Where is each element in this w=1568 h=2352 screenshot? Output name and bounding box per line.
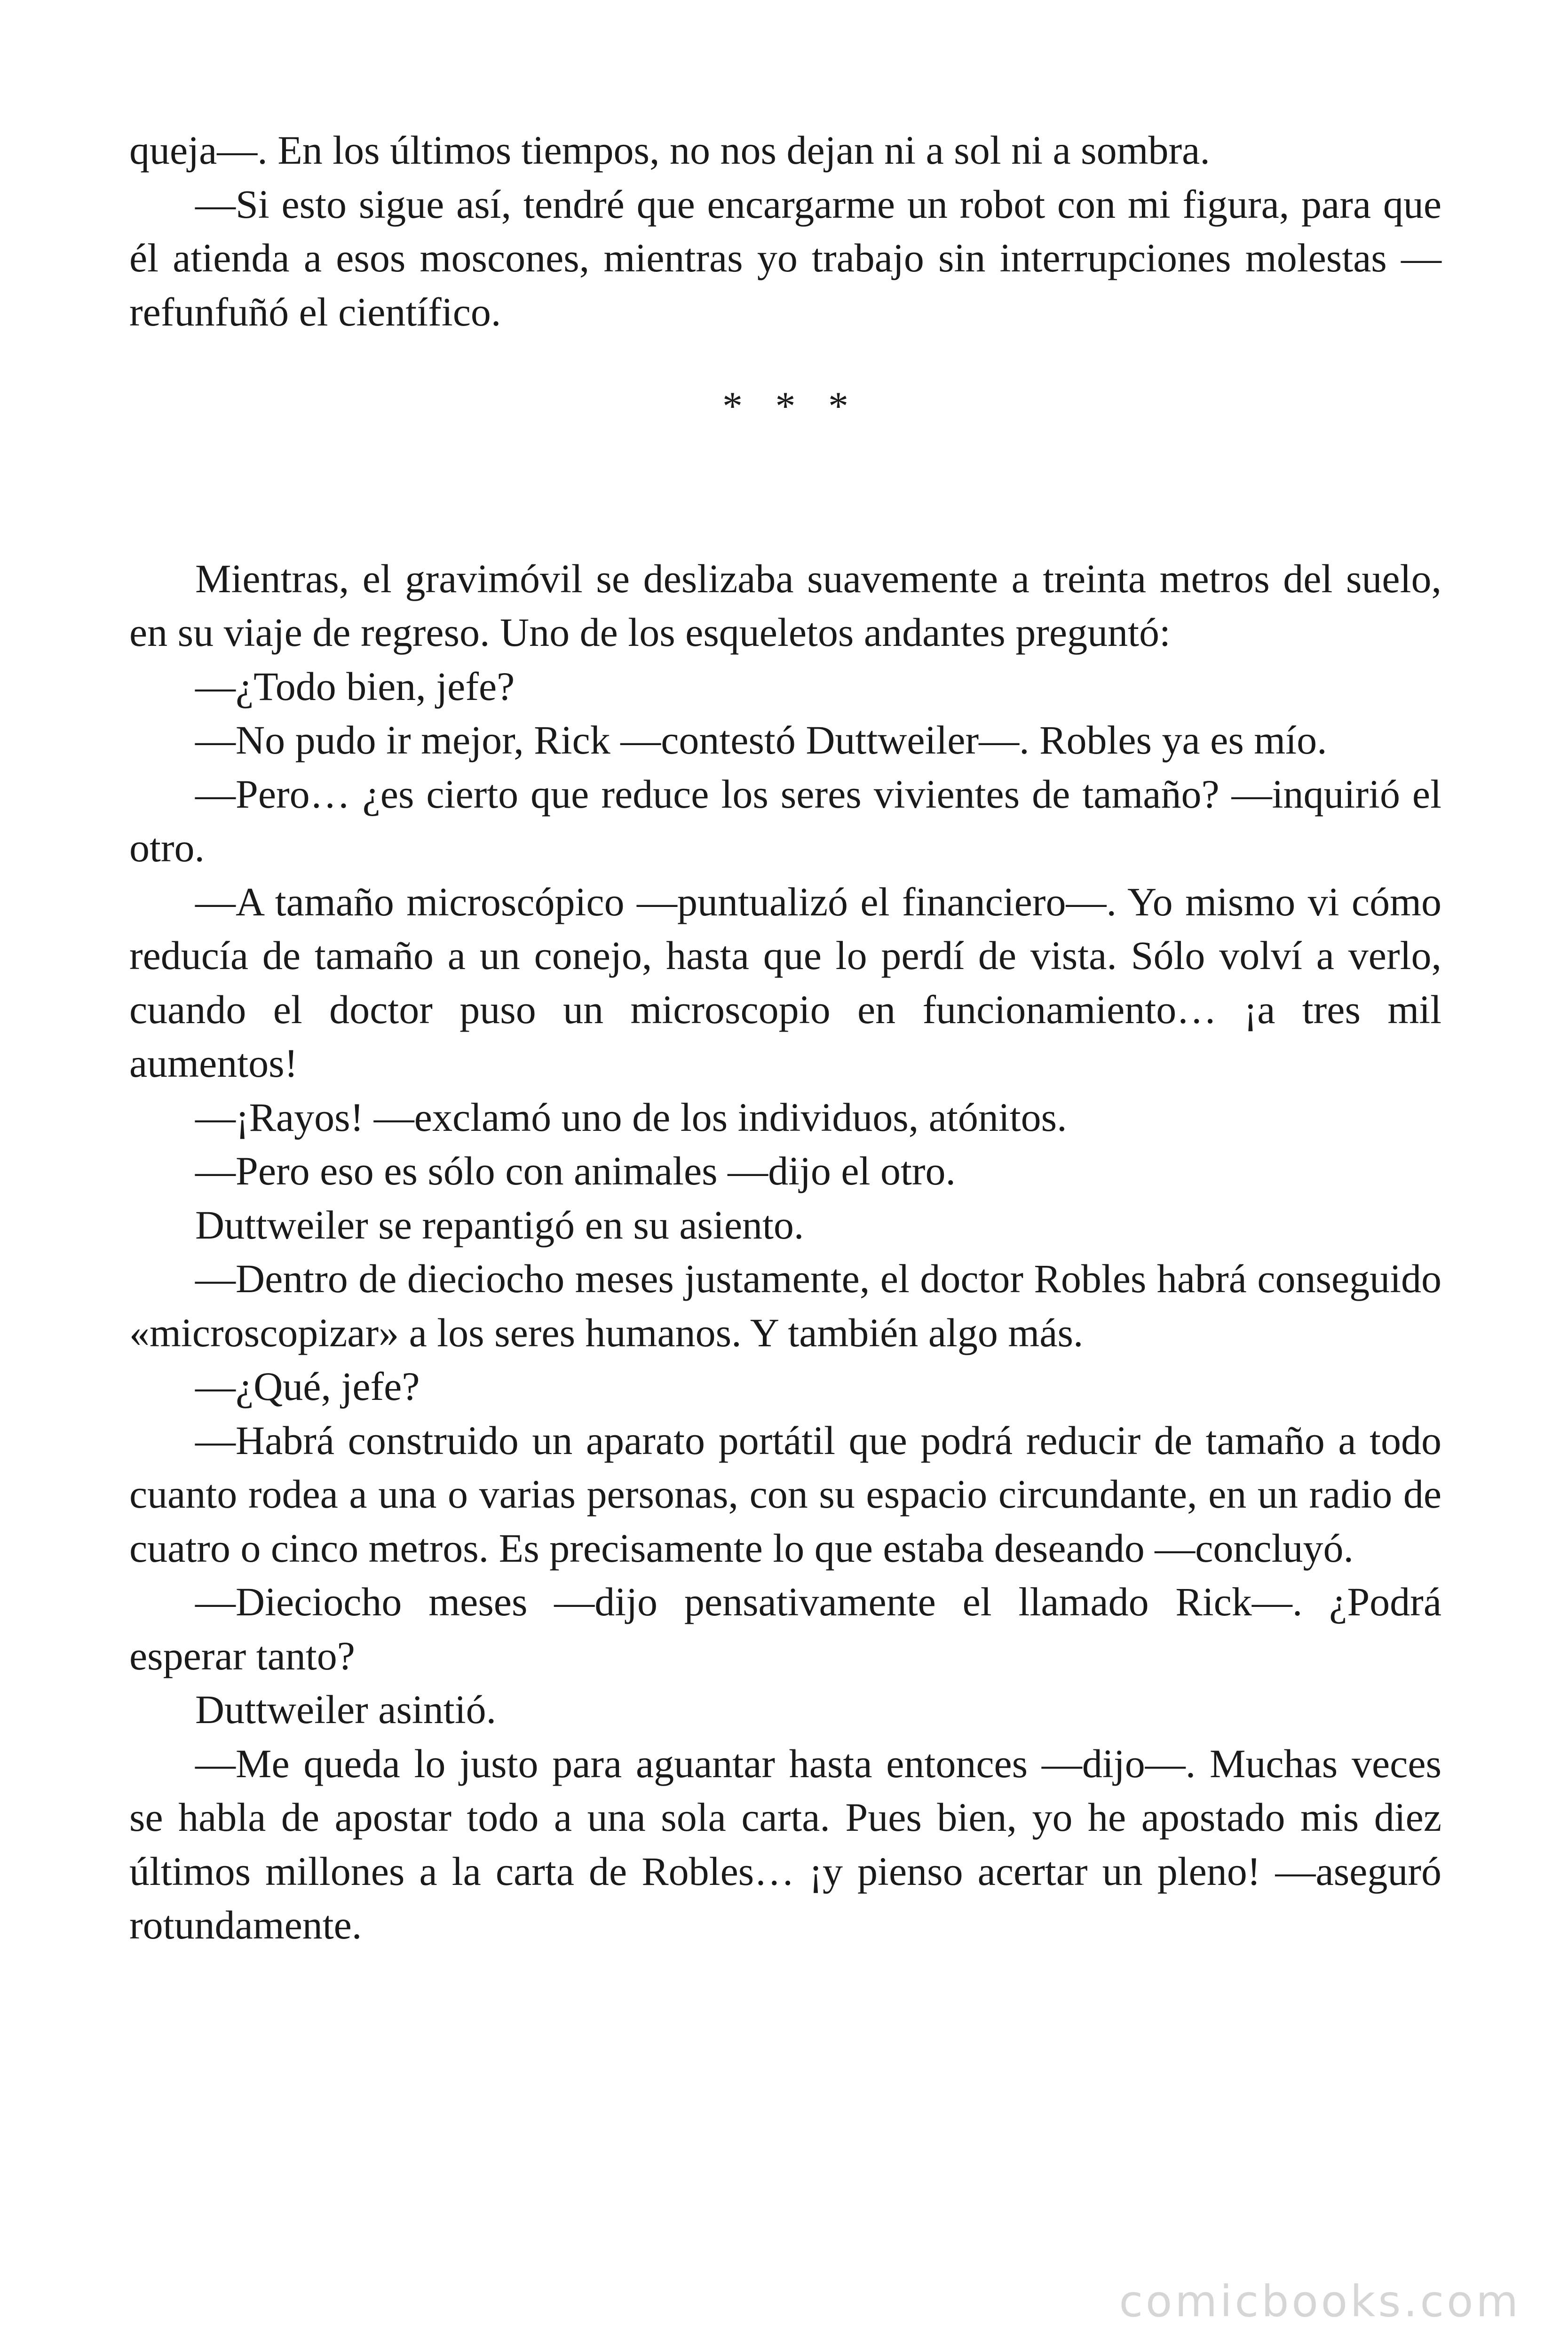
paragraph: —¿Todo bien, jefe? [195,663,515,709]
paragraph: Mientras, el gravimóvil se deslizaba suavemente a treinta metros del suelo, en su viaje de regreso. Uno de los esqueletos andantes preguntó: [129,556,1441,655]
paragraph: —Me queda lo justo para aguantar hasta entonces —dijo—. Muchas veces se habla de apostar todo a una sola carta. Pues bien, yo he apostado mis diez últimos millones a la carta de Robles… ¡y pienso acertar un pleno! —aseguró rotundamente. [129,1740,1441,1947]
paragraph: —Pero eso es sólo con animales —dijo el otro. [195,1148,956,1193]
paragraph: —¿Qué, jefe? [195,1364,420,1409]
paragraph-continuation: queja—. En los últimos tiempos, no nos dejan ni a sol ni a sombra. [129,127,1210,173]
paragraph: —Pero… ¿es cierto que reduce los seres vivientes de tamaño? —inquirió el otro. [129,771,1441,870]
paragraph: Duttweiler se repantigó en su asiento. [195,1202,804,1248]
paragraph: —No pudo ir mejor, Rick —contestó Duttweiler—. Robles ya es mío. [195,717,1327,763]
section-break: * * * [722,383,860,429]
paragraph: —Dentro de dieciocho meses justamente, el doctor Robles habrá conseguido «microscopizar» a los seres humanos. Y también algo más. [129,1256,1441,1355]
watermark: comicbooks.com [1119,2276,1521,2327]
paragraph: —Si esto sigue así, tendré que encargarme un robot con mi figura, para que él atienda a esos moscones, mientras yo trabajo sin interrupciones molestas —refunfuñó el científico. [129,181,1441,334]
paragraph: —¡Rayos! —exclamó uno de los individuos, atónitos. [195,1094,1067,1140]
paragraph: —Dieciocho meses —dijo pensativamente el llamado Rick—. ¿Podrá esperar tanto? [129,1579,1441,1678]
paragraph: Duttweiler asintió. [195,1687,497,1732]
paragraph: —A tamaño microscópico —puntualizó el financiero—. Yo mismo vi cómo reducía de tamaño a un conejo, hasta que lo perdí de vista. Sólo volví a verlo, cuando el doctor puso un microscopio en funcionamiento… ¡a tres mil aumentos! [129,879,1441,1086]
paragraph: —Habrá construido un aparato portátil que podrá reducir de tamaño a todo cuanto rodea a una o varias personas, con su espacio circundante, en un radio de cuatro o cinco metros. Es precisamente lo que estaba deseando —concluyó. [129,1417,1441,1571]
page-body [129,123,1441,1952]
